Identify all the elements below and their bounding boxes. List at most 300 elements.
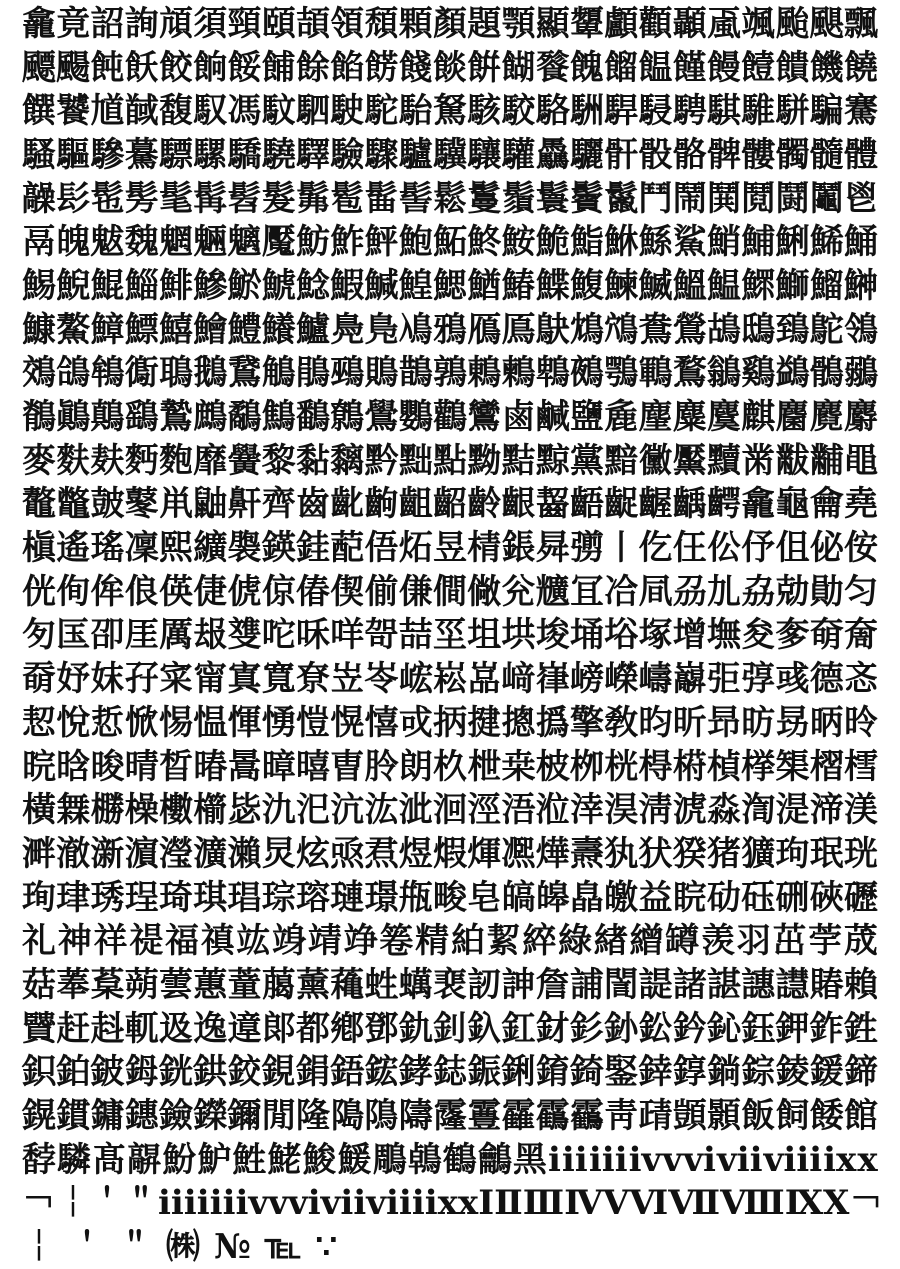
glyph: 饑 xyxy=(809,47,844,88)
glyph: 璟 xyxy=(364,877,399,918)
glyph: ￢ xyxy=(849,1183,884,1224)
glyph: 鮗 xyxy=(467,222,502,263)
glyph: 須 xyxy=(193,3,228,44)
glyph: 駮 xyxy=(501,91,536,132)
glyph: 餃 xyxy=(159,47,193,88)
glyph: 颶 xyxy=(809,3,844,44)
glyph: 饕 xyxy=(56,91,91,132)
glyph: 寀 xyxy=(159,659,193,700)
glyph: 晴 xyxy=(124,746,159,787)
glyph: 靏 xyxy=(570,1096,604,1137)
glyph: 蠇 xyxy=(398,964,433,1005)
glyph: 蕓 xyxy=(159,964,193,1005)
glyph: 忞 xyxy=(844,659,878,700)
glyph: 靃 xyxy=(501,1096,536,1137)
glyph: 鶲 xyxy=(707,353,741,394)
glyph: ⅱ xyxy=(561,1139,588,1180)
glyph: 槇 xyxy=(22,528,56,569)
glyph: 鷓 xyxy=(193,397,228,438)
glyph: ￤ xyxy=(22,1227,56,1268)
glyph: 纊 xyxy=(193,528,228,569)
glyph: 侔 xyxy=(90,571,125,612)
glyph: 鉸 xyxy=(227,1052,262,1093)
glyph: 棈 xyxy=(467,528,502,569)
glyph: 琮 xyxy=(261,877,296,918)
glyph: 奝 xyxy=(844,615,878,656)
glyph: 枻 xyxy=(467,746,502,787)
glyph: 鯀 xyxy=(638,222,673,263)
glyph: 橾 xyxy=(124,790,159,831)
glyph: 瀅 xyxy=(159,833,193,874)
glyph-row xyxy=(22,264,878,308)
glyph: 隆 xyxy=(296,1096,330,1137)
glyph: 炅 xyxy=(261,833,296,874)
glyph: 鯔 xyxy=(124,265,159,306)
glyph: 鏞 xyxy=(90,1096,125,1137)
glyph: 鷸 xyxy=(227,397,262,438)
glyph: 鴾 xyxy=(90,353,125,394)
glyph: 飩 xyxy=(90,47,125,88)
glyph: 皦 xyxy=(604,877,639,918)
glyph: 﨧 xyxy=(398,1052,433,1093)
glyph: 竟 xyxy=(56,3,91,44)
glyph: 鼡 xyxy=(159,484,193,525)
glyph: 侊 xyxy=(22,571,56,612)
glyph: 俿 xyxy=(227,571,262,612)
glyph: 伹 xyxy=(775,528,810,569)
glyph: 駝 xyxy=(364,91,399,132)
glyph: 餞 xyxy=(398,47,433,88)
glyph: 皷 xyxy=(90,484,125,525)
glyph: № xyxy=(214,1227,251,1268)
glyph: 犾 xyxy=(638,833,673,874)
glyph: 鵤 xyxy=(261,353,296,394)
glyph: 鶇 xyxy=(467,353,502,394)
glyph: 塚 xyxy=(638,615,673,656)
glyph: 峵 xyxy=(398,659,433,700)
glyph: ⅷ xyxy=(763,1139,823,1180)
glyph: 鰉 xyxy=(398,265,433,306)
glyph: 齬 xyxy=(570,484,604,525)
glyph: 晙 xyxy=(90,746,125,787)
glyph: 饐 xyxy=(741,47,776,88)
glyph: 煜 xyxy=(398,833,433,874)
glyph: 汜 xyxy=(296,790,330,831)
glyph: 猪 xyxy=(707,833,741,874)
glyph: 湜 xyxy=(775,790,810,831)
glyph: 鮹 xyxy=(707,222,741,263)
glyph: 鴒 xyxy=(844,309,878,350)
glyph: 驟 xyxy=(364,134,399,175)
glyph: 詢 xyxy=(124,3,159,44)
glyph: 氿 xyxy=(261,790,296,831)
glyph: ⅲ xyxy=(588,1139,628,1180)
glyph: 鱆 xyxy=(90,309,125,350)
glyph: 魲 xyxy=(197,1139,232,1180)
glyph: 鸚 xyxy=(398,397,433,438)
glyph: 麋 xyxy=(672,397,707,438)
glyph: 凜 xyxy=(124,528,159,569)
glyph-row xyxy=(22,876,878,920)
glyph: 毖 xyxy=(227,790,262,831)
glyph: 珉 xyxy=(809,833,844,874)
glyph: 麁 xyxy=(604,397,639,438)
glyph: 茁 xyxy=(772,921,807,962)
glyph: 昉 xyxy=(741,702,776,743)
glyph: 珖 xyxy=(844,833,878,874)
glyph: 鋙 xyxy=(330,1052,365,1093)
glyph: 愷 xyxy=(296,702,330,743)
glyph: 鈊 xyxy=(707,1008,741,1049)
glyph: ⅵ xyxy=(683,1139,716,1180)
glyph: 餧 xyxy=(809,1096,844,1137)
glyph: 饒 xyxy=(844,47,878,88)
glyph: 賴 xyxy=(844,964,878,1005)
glyph: 﨔 xyxy=(741,746,776,787)
glyph: 嵂 xyxy=(535,659,570,700)
glyph: 鯡 xyxy=(159,265,193,306)
glyph: 嵓 xyxy=(467,659,502,700)
glyph-row xyxy=(22,177,878,221)
glyph: 鰄 xyxy=(638,265,673,306)
glyph: 倞 xyxy=(261,571,296,612)
glyph: 﨣 xyxy=(90,1008,125,1049)
glyph: 揵 xyxy=(467,702,502,743)
glyph: 鍈 xyxy=(261,528,296,569)
glyph: 倢 xyxy=(193,571,228,612)
glyph: 餽 xyxy=(570,47,604,88)
glyph: 駢 xyxy=(775,91,810,132)
glyph: 鰊 xyxy=(604,265,639,306)
glyph: 齷 xyxy=(638,484,673,525)
glyph: 皂 xyxy=(467,877,502,918)
glyph: 麈 xyxy=(638,397,673,438)
glyph: 齶 xyxy=(707,484,741,525)
glyph: 鑈 xyxy=(227,1096,262,1137)
glyph: 禛 xyxy=(200,921,235,962)
glyph: 綷 xyxy=(522,921,557,962)
glyph: 鶤 xyxy=(638,353,673,394)
glyph-row xyxy=(22,89,878,133)
glyph: 鷂 xyxy=(124,397,159,438)
glyph: 餔 xyxy=(261,47,296,88)
glyph: 劦 xyxy=(741,571,776,612)
glyph: 颺 xyxy=(56,47,91,88)
glyph: 髮 xyxy=(261,178,296,219)
glyph: 妤 xyxy=(56,659,91,700)
glyph: 益 xyxy=(638,877,673,918)
glyph: 槢 xyxy=(809,746,844,787)
glyph: 鸙 xyxy=(477,1139,512,1180)
glyph: 坥 xyxy=(467,615,502,656)
glyph: 沆 xyxy=(330,790,365,831)
glyph: 餮 xyxy=(535,47,570,88)
glyph: 瀇 xyxy=(193,833,228,874)
glyph: 琦 xyxy=(159,877,193,918)
glyph: 畯 xyxy=(433,877,467,918)
glyph: 﨏 xyxy=(604,615,639,656)
glyph: 魵 xyxy=(162,1139,197,1180)
glyph: Ⅶ xyxy=(668,1183,721,1224)
glyph: 釤 xyxy=(570,1008,604,1049)
glyph: 鰤 xyxy=(775,265,810,306)
glyph: 魑 xyxy=(227,222,262,263)
glyph: 赶 xyxy=(56,1008,91,1049)
glyph: 鮠 xyxy=(535,222,570,263)
glyph: 礰 xyxy=(844,877,878,918)
glyph: 硤 xyxy=(809,877,844,918)
glyph: 埇 xyxy=(570,615,604,656)
glyph: 餬 xyxy=(501,47,536,88)
glyph: 匇 xyxy=(22,615,56,656)
glyph: 黽 xyxy=(844,440,878,481)
glyph: 劯 xyxy=(707,877,741,918)
glyph: 昱 xyxy=(433,528,467,569)
glyph: 櫢 xyxy=(159,790,193,831)
glyph: 譿 xyxy=(775,964,810,1005)
glyph: 凬 xyxy=(638,571,673,612)
glyph: 丨 xyxy=(604,528,639,569)
glyph: 禔 xyxy=(129,921,164,962)
glyph: 鈆 xyxy=(638,1008,673,1049)
glyph: 﨟 xyxy=(261,964,296,1005)
glyph-row xyxy=(22,614,878,658)
glyph: Ⅹ xyxy=(823,1183,850,1224)
glyph: 羡 xyxy=(700,921,735,962)
glyph: 郞 xyxy=(261,1008,296,1049)
glyph: 颯 xyxy=(741,3,776,44)
glyph: 靖 xyxy=(307,921,342,962)
glyph: 鯒 xyxy=(844,222,878,263)
glyph-row xyxy=(22,46,878,90)
glyph: 鬯 xyxy=(844,178,878,219)
glyph: 龜 xyxy=(775,484,810,525)
glyph: 巐 xyxy=(672,659,707,700)
glyph: 垬 xyxy=(501,615,536,656)
glyph: 竫 xyxy=(343,921,378,962)
glyph: 齦 xyxy=(501,484,536,525)
glyph: 黯 xyxy=(604,440,639,481)
glyph: 頸 xyxy=(227,3,262,44)
glyph: ⅱ xyxy=(170,1183,197,1224)
glyph: 誧 xyxy=(570,964,604,1005)
glyph: 岺 xyxy=(364,659,399,700)
glyph: 鬪 xyxy=(775,178,810,219)
glyph: 鯤 xyxy=(90,265,125,306)
glyph: 駘 xyxy=(398,91,433,132)
glyph: 冝 xyxy=(570,571,604,612)
glyph: 釚 xyxy=(398,1008,433,1049)
glyph: 顱 xyxy=(604,3,639,44)
glyph: 昮 xyxy=(775,702,810,743)
glyph: 擎 xyxy=(570,702,604,743)
glyph: 齒 xyxy=(296,484,330,525)
glyph: 髣 xyxy=(124,178,159,219)
glyph: 櫤 xyxy=(193,790,228,831)
glyph: 鷯 xyxy=(330,397,365,438)
glyph: 騫 xyxy=(844,91,878,132)
glyph: 伀 xyxy=(707,528,741,569)
glyph: 孖 xyxy=(124,659,159,700)
glyph: 兊 xyxy=(501,571,536,612)
glyph: 繒 xyxy=(629,921,664,962)
glyph: 鷄 xyxy=(741,353,776,394)
glyph: 劜 xyxy=(707,571,741,612)
glyph-row xyxy=(22,352,878,396)
glyph: 髓 xyxy=(809,134,844,175)
glyph: 涬 xyxy=(570,790,604,831)
glyph: 暠 xyxy=(227,746,262,787)
glyph: 汯 xyxy=(364,790,399,831)
glyph: 魍 xyxy=(159,222,193,263)
glyph: 髦 xyxy=(159,178,193,219)
glyph: 鬟 xyxy=(535,178,570,219)
glyph: 饉 xyxy=(672,47,707,88)
glyph: 哿 xyxy=(364,615,399,656)
glyph: 霻 xyxy=(467,1096,502,1137)
glyph: 駟 xyxy=(296,91,330,132)
glyph: 鶸 xyxy=(844,353,878,394)
glyph: 閒 xyxy=(261,1096,296,1137)
glyph: 緖 xyxy=(593,921,628,962)
glyph-row xyxy=(22,919,878,963)
glyph: 仡 xyxy=(638,528,673,569)
glyph: 駛 xyxy=(330,91,365,132)
glyph: 騅 xyxy=(741,91,776,132)
glyph: 館 xyxy=(844,1096,878,1137)
glyph: ⅸ xyxy=(823,1139,857,1180)
glyph: 鳬 xyxy=(364,309,399,350)
glyph: 撝 xyxy=(535,702,570,743)
glyph: 詹 xyxy=(535,964,570,1005)
glyph: 鱠 xyxy=(193,309,228,350)
glyph: 都 xyxy=(296,1008,330,1049)
glyph: 惕 xyxy=(159,702,193,743)
glyph: 賰 xyxy=(809,964,844,1005)
glyph: 鴣 xyxy=(707,309,741,350)
glyph: 隝 xyxy=(364,1096,399,1137)
glyph: 神 xyxy=(57,921,92,962)
glyph: 暲 xyxy=(261,746,296,787)
glyph: 鴃 xyxy=(535,309,570,350)
glyph: 鋗 xyxy=(296,1052,330,1093)
glyph: 僴 xyxy=(433,571,467,612)
glyph: 蓜 xyxy=(330,528,365,569)
glyph: 寬 xyxy=(261,659,296,700)
glyph: 馘 xyxy=(124,91,159,132)
glyph: 顰 xyxy=(570,3,604,44)
glyph: 鴪 xyxy=(604,309,639,350)
glyph: 霳 xyxy=(433,1096,467,1137)
glyph: 魃 xyxy=(90,222,125,263)
glyph: 髙 xyxy=(92,1139,127,1180)
glyph: 俍 xyxy=(124,571,159,612)
glyph: 晥 xyxy=(22,746,56,787)
glyph: 涇 xyxy=(467,790,502,831)
glyph: 鋓 xyxy=(501,1052,536,1093)
glyph: 恝 xyxy=(22,702,56,743)
glyph: 菶 xyxy=(56,964,91,1005)
glyph: 刕 xyxy=(672,571,707,612)
glyph: 昻 xyxy=(707,702,741,743)
glyph: 琩 xyxy=(227,877,262,918)
glyph: Ⅰ xyxy=(478,1183,495,1224)
glyph: 鷙 xyxy=(159,397,193,438)
glyph: 齧 xyxy=(535,484,570,525)
glyph: 驎 xyxy=(57,1139,92,1180)
glyph: 鳰 xyxy=(398,309,433,350)
glyph: 榘 xyxy=(775,746,810,787)
glyph: 福 xyxy=(164,921,199,962)
glyph: 諶 xyxy=(707,964,741,1005)
glyph: 髷 xyxy=(364,178,399,219)
glyph: 鷏 xyxy=(90,397,125,438)
glyph: 奓 xyxy=(775,615,810,656)
glyph: 鯆 xyxy=(741,222,776,263)
glyph: 弴 xyxy=(741,659,776,700)
glyph: 鶉 xyxy=(433,353,467,394)
glyph: 裵 xyxy=(433,964,467,1005)
glyph: 顳 xyxy=(672,3,707,44)
glyph: 鉀 xyxy=(775,1008,810,1049)
glyph: 餾 xyxy=(604,47,639,88)
glyph: 﨎 xyxy=(227,615,262,656)
glyph: 厓 xyxy=(124,615,159,656)
glyph: Ⅸ xyxy=(784,1183,824,1224)
glyph: 駲 xyxy=(570,91,604,132)
glyph: 煇 xyxy=(467,833,502,874)
glyph: 贒 xyxy=(22,1008,56,1049)
glyph: 龕 xyxy=(22,3,56,44)
glyph: 餘 xyxy=(296,47,330,88)
glyph: 黻 xyxy=(775,440,810,481)
glyph: 魏 xyxy=(124,222,159,263)
glyph: 彧 xyxy=(775,659,810,700)
glyph: 﨡 xyxy=(364,964,399,1005)
glyph: Ⅵ xyxy=(629,1183,669,1224)
glyph: 驕 xyxy=(227,134,262,175)
glyph: ⅳ xyxy=(628,1139,662,1180)
glyph: 麭 xyxy=(159,440,193,481)
glyph: 渧 xyxy=(809,790,844,831)
glyph: 煆 xyxy=(433,833,467,874)
glyph: 遧 xyxy=(227,1008,262,1049)
glyph: Ⅷ xyxy=(720,1183,785,1224)
glyph: 叝 xyxy=(193,615,228,656)
glyph: 鰰 xyxy=(844,265,878,306)
glyph: 馗 xyxy=(90,91,125,132)
glyph: 昞 xyxy=(809,702,844,743)
glyph: 昀 xyxy=(638,702,673,743)
glyph: 燁 xyxy=(535,833,570,874)
glyph: 釗 xyxy=(433,1008,467,1049)
glyph: 犱 xyxy=(604,833,639,874)
glyph: 炻 xyxy=(398,528,433,569)
glyph: 橆 xyxy=(56,790,91,831)
glyph: ℡ xyxy=(264,1227,302,1268)
glyph: 點 xyxy=(433,440,467,481)
glyph: 麕 xyxy=(775,397,810,438)
glyph: 德 xyxy=(809,659,844,700)
glyph: 颪 xyxy=(707,3,741,44)
glyph: 燾 xyxy=(570,833,604,874)
glyph: 岦 xyxy=(330,659,365,700)
glyph: 齠 xyxy=(433,484,467,525)
glyph: 髴 xyxy=(296,178,330,219)
glyph: 﨩 xyxy=(330,1096,365,1137)
glyph: 珣 xyxy=(22,877,56,918)
glyph: 淏 xyxy=(604,790,639,831)
